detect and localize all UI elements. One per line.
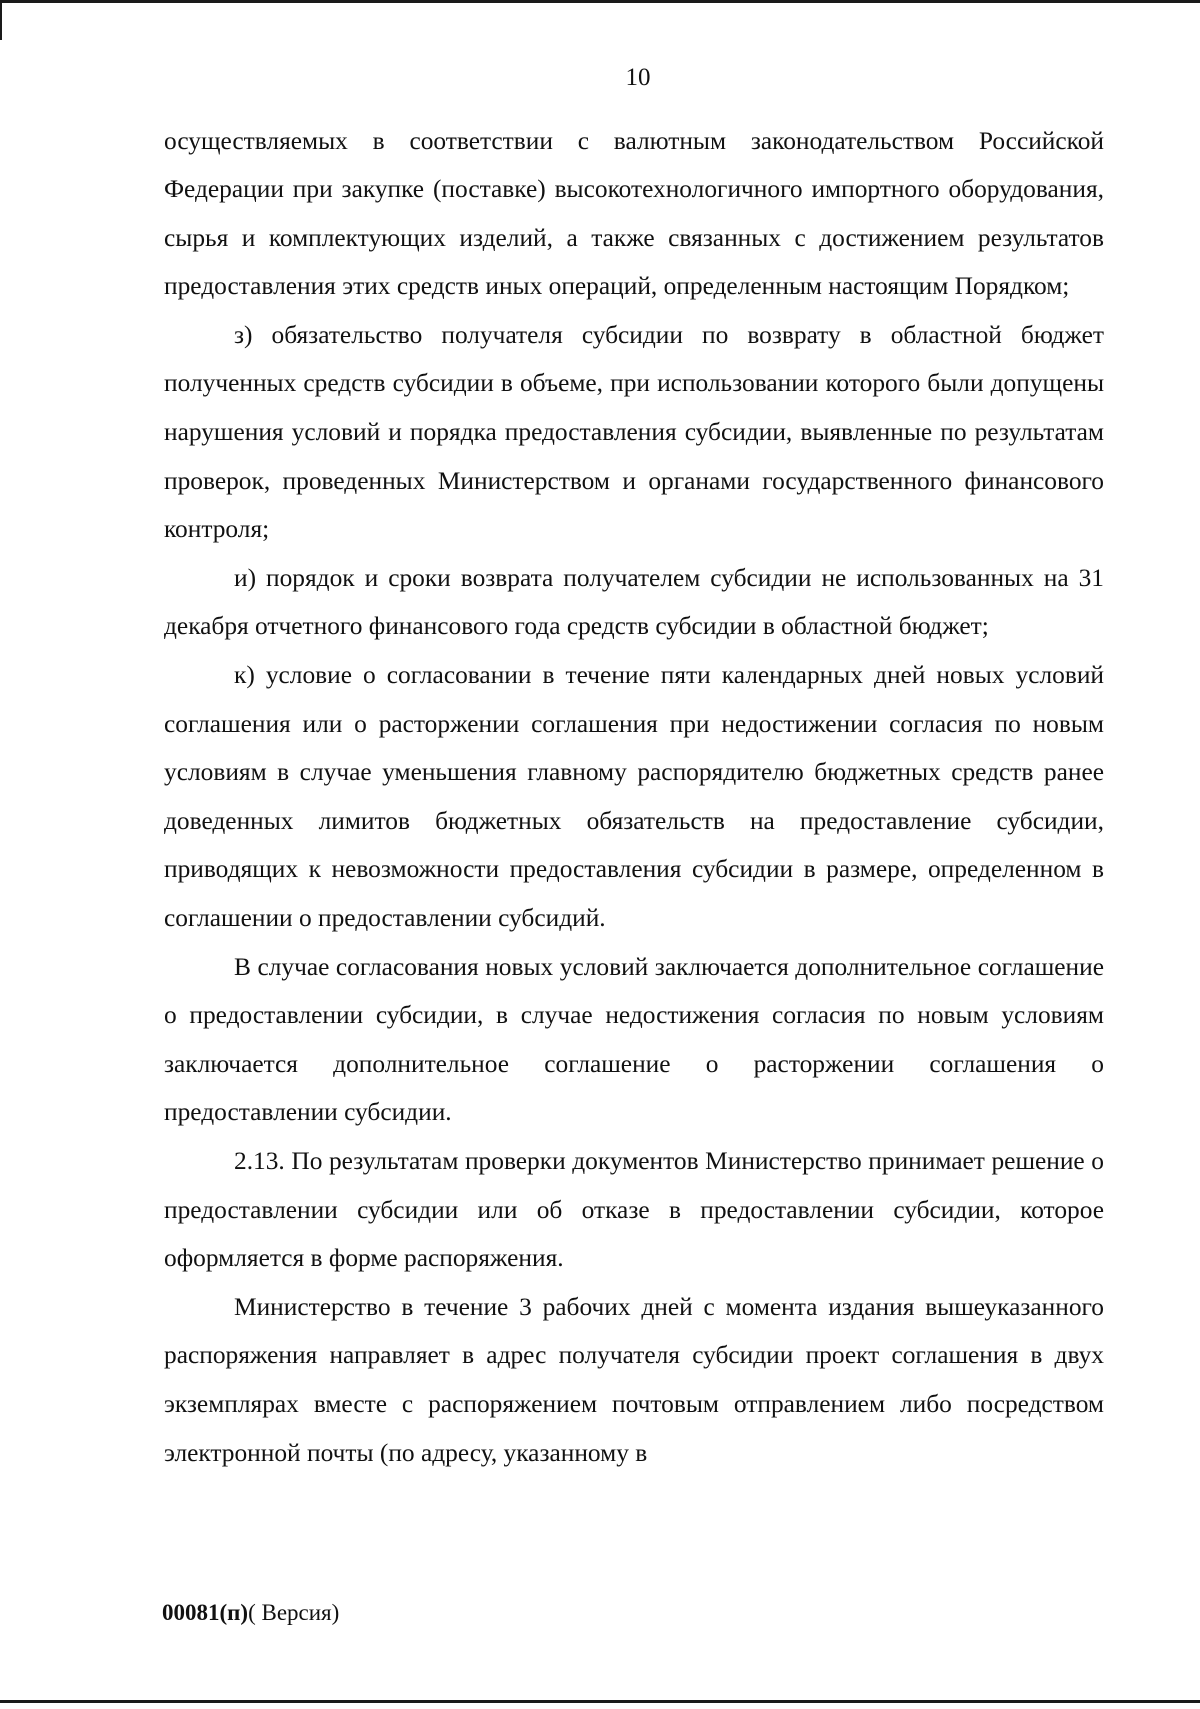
paragraph-new-terms: В случае согласования новых условий заключается дополнительное соглашение о предоставлении субсидии, в случае недостижения согласия по новым условиям заключается дополнительное соглашение о расторжении соглашения о предоставлении субсидии. <box>164 952 1104 1127</box>
document-version: ( Версия) <box>248 1600 340 1625</box>
scan-border-top <box>0 0 1200 3</box>
scan-border-left <box>0 0 2 40</box>
paragraph-item-k: к) условие о согласовании в течение пяти календарных дней новых условий соглашения или о расторжении соглашения при недостижении согласия по новым условиям в случае уменьшения главному распорядителю бюджетных средств ранее доведенных лимитов бюджетных обязательств на предоставление субсидии, приводящих к невозможности предоставления субсидии в размере, определенном в соглашении о предоставлении субсидий. <box>164 661 1104 932</box>
paragraph-clause-2-13: 2.13. По результатам проверки документов Министерство принимает решение о предоставлении субсидии или об отказе в предоставлении субсидии, которое оформляется в форме распоряжения. <box>164 1146 1104 1273</box>
document-footer <box>162 1598 339 1628</box>
paragraph-continuation: осуществляемых в соответствии с валютным законодательством Российской Федерации при закупке (поставке) высокотехнологичного импортного оборудования, сырья и комплектующих изделий, а также связанных с достижением результатов предоставления этих средств иных операций, определенным настоящим Порядком; <box>164 126 1104 301</box>
document-code: 00081(п) <box>162 1600 249 1625</box>
document-body <box>164 117 1104 1478</box>
paragraph-item-z: з) обязательство получателя субсидии по возврату в областной бюджет полученных средств субсидии в объеме, при использовании которого были допущены нарушения условий и порядка предоставления субсидии, выявленные по результатам проверок, проведенных Министерством и органами государственного финансового контроля; <box>164 320 1104 544</box>
page-number: 10 <box>625 64 651 91</box>
paragraph-item-i: и) порядок и сроки возврата получателем субсидии не использованных на 31 декабря отчетного финансового года средств субсидии в областной бюджет; <box>164 563 1104 641</box>
paragraph-ministry-3-days: Министерство в течение 3 рабочих дней с момента издания вышеуказанного распоряжения направляет в адрес получателя субсидии проект соглашения в двух экземплярах вместе с распоряжением почтовым отправлением либо посредством электронной почты (по адресу, указанному в <box>164 1292 1104 1467</box>
scan-border-bottom <box>0 1700 1200 1703</box>
